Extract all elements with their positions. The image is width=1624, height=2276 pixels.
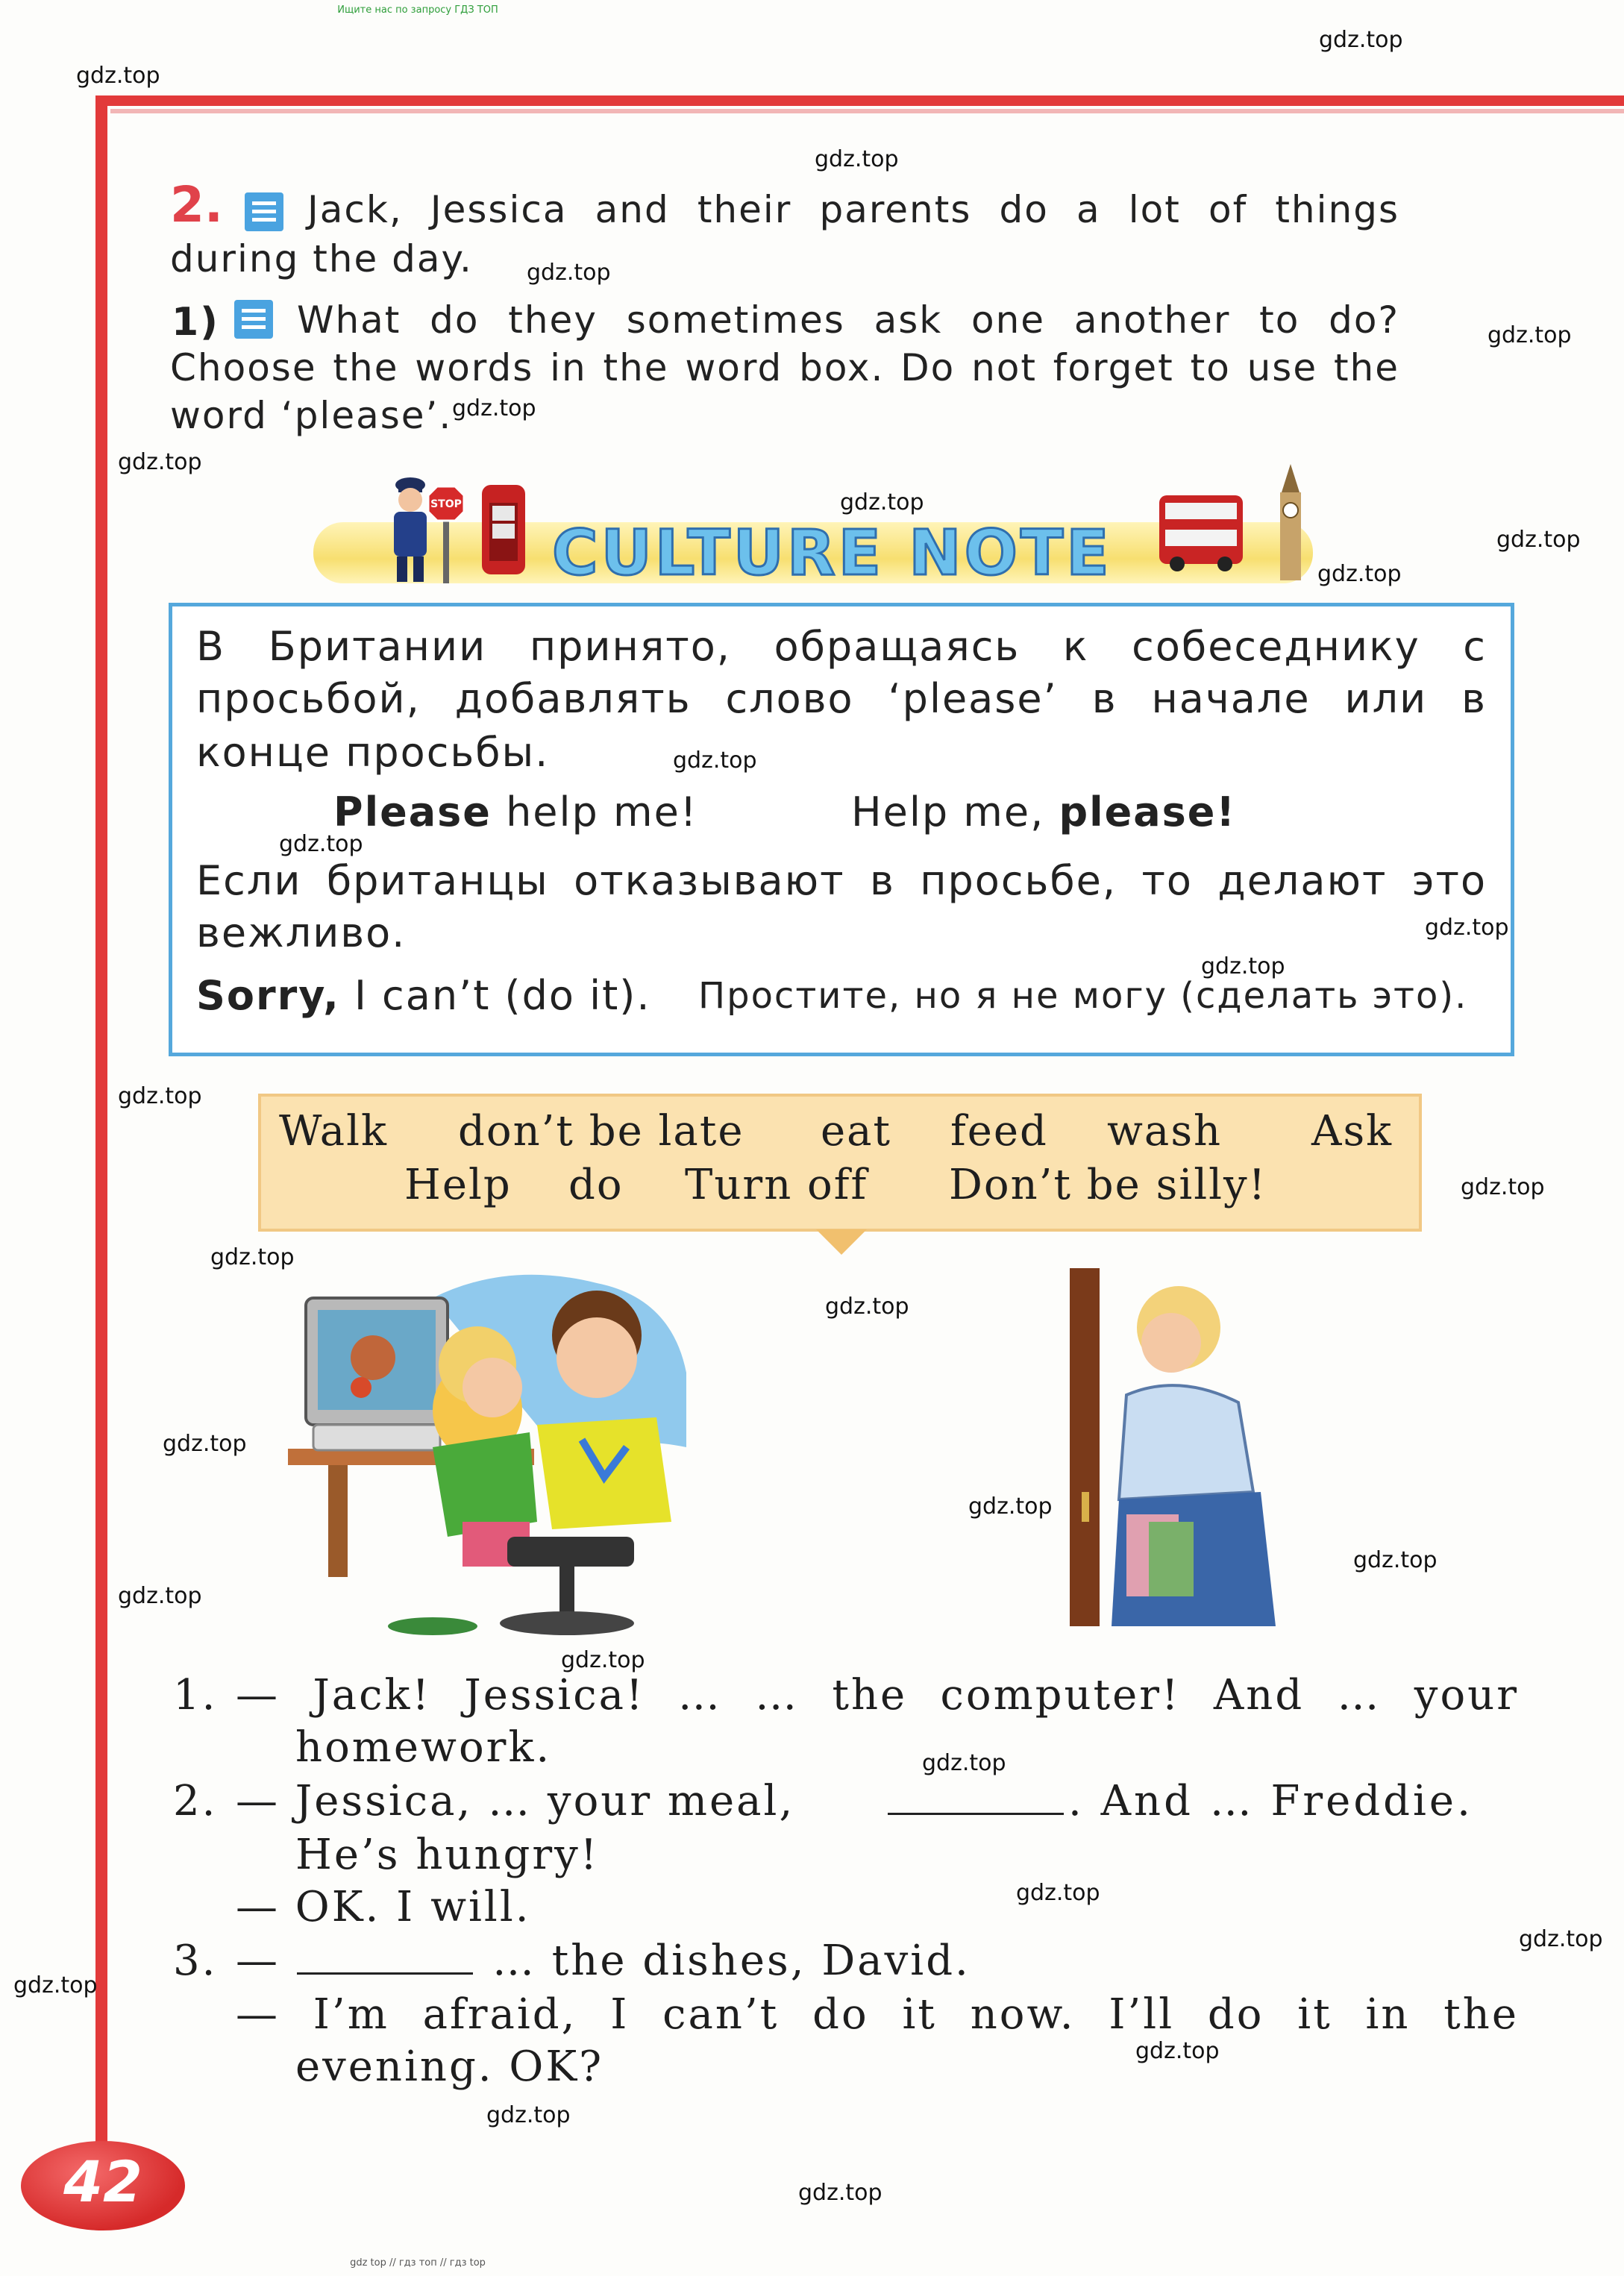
exercise-1-line1: — Jack! Jessica! … … the computer! And … your bbox=[236, 1671, 1519, 1719]
watermark: gdz.top bbox=[76, 63, 160, 89]
culture-note-line2: просьбой, добавлять слово ‘please’ в начале или в bbox=[196, 675, 1487, 722]
example-please-last-rest: Help me, bbox=[851, 789, 1059, 836]
exercise-3-line2: — I’m afraid, I can’t do it now. I’ll do it in the bbox=[236, 1990, 1519, 2039]
word-box-item: eat bbox=[821, 1107, 892, 1156]
word-box-item: do bbox=[568, 1161, 624, 1209]
sorry-rest: I can’t (do it). bbox=[339, 972, 651, 1019]
task-text-line2: during the day. bbox=[170, 237, 473, 280]
example-please-first bbox=[333, 789, 697, 836]
word-box-pointer bbox=[816, 1229, 867, 1255]
watermark: gdz.top bbox=[527, 260, 611, 286]
watermark: gdz.top bbox=[118, 1583, 202, 1609]
phone-box-icon bbox=[477, 480, 530, 577]
watermark: gdz.top bbox=[1487, 322, 1572, 348]
culture-note-heading: CULTURE NOTE bbox=[552, 516, 1112, 589]
page-number: 42 bbox=[63, 2148, 142, 2215]
example-please-last bbox=[851, 789, 1236, 836]
watermark: gdz.top bbox=[840, 489, 924, 515]
watermark: gdz.top bbox=[452, 395, 536, 421]
big-ben-icon bbox=[1268, 463, 1313, 582]
word-box-item: Help bbox=[404, 1161, 512, 1209]
word-box-item: Ask bbox=[1311, 1107, 1393, 1156]
subtask-number: 1) bbox=[172, 300, 219, 345]
example-please-rest: help me! bbox=[491, 789, 698, 836]
example-please-bold: Please bbox=[333, 789, 492, 836]
culture-note-line4: Если британцы отказывают в просьбе, то делают это bbox=[196, 857, 1487, 904]
sorry-translation: Простите, но я не могу (сделать это). bbox=[698, 975, 1468, 1017]
word-box-item: wash bbox=[1107, 1107, 1223, 1156]
document-icon bbox=[234, 300, 273, 339]
watermark: gdz.top bbox=[968, 1493, 1053, 1520]
word-box bbox=[258, 1094, 1422, 1232]
watermark: gdz.top bbox=[1319, 27, 1403, 53]
exercise-2-number: 2. bbox=[173, 1777, 218, 1825]
watermark: gdz.top bbox=[118, 449, 202, 475]
double-decker-bus-icon bbox=[1156, 492, 1246, 574]
watermark: gdz.top bbox=[1201, 953, 1285, 979]
stop-sign-text: STOP bbox=[430, 498, 462, 510]
sorry-bold: Sorry, bbox=[196, 972, 340, 1019]
page-frame-top bbox=[97, 95, 1624, 106]
task-text-line1: Jack, Jessica and their parents do a lot of things bbox=[307, 188, 1399, 231]
watermark: gdz.top bbox=[486, 2102, 571, 2128]
watermark: gdz.top bbox=[163, 1431, 247, 1457]
exercise-2-line2: He’s hungry! bbox=[295, 1831, 600, 1879]
word-box-item: feed bbox=[950, 1107, 1048, 1156]
example-please-last-bold: please! bbox=[1059, 789, 1237, 836]
exercise-3-line1-start: — bbox=[236, 1937, 280, 1985]
word-box-item: Don’t be silly! bbox=[949, 1161, 1267, 1209]
watermark: gdz.top bbox=[210, 1244, 295, 1270]
word-box-item: Walk bbox=[279, 1107, 388, 1156]
watermark: gdz.top bbox=[1135, 2038, 1220, 2064]
watermark: gdz.top bbox=[1496, 527, 1581, 553]
watermark: gdz.top bbox=[1317, 561, 1402, 587]
culture-note-sorry bbox=[196, 972, 651, 1019]
culture-note-line5: вежливо. bbox=[196, 909, 407, 956]
watermark: gdz.top bbox=[1353, 1547, 1438, 1573]
exercise-1-line2: homework. bbox=[295, 1723, 552, 1772]
exercise-2-line1-end: . And … Freddie. bbox=[1068, 1777, 1473, 1825]
page-frame-shadow bbox=[110, 109, 1624, 113]
watermark: gdz.top bbox=[815, 146, 899, 172]
watermark: gdz.top bbox=[922, 1750, 1006, 1776]
bottom-footer-note: gdz top // гдз топ // гдз top bbox=[350, 2257, 486, 2269]
watermark: gdz.top bbox=[1425, 915, 1509, 941]
watermark: gdz.top bbox=[798, 2180, 882, 2206]
word-box-item: Turn off bbox=[685, 1161, 868, 1209]
answer-blank[interactable] bbox=[297, 1943, 473, 1975]
watermark: gdz.top bbox=[825, 1294, 909, 1320]
watermark: gdz.top bbox=[673, 747, 757, 774]
exercise-3-number: 3. bbox=[173, 1937, 218, 1985]
culture-note-box bbox=[169, 603, 1514, 1056]
subtask-line3: word ‘please’. bbox=[170, 394, 453, 437]
page-frame-left bbox=[95, 95, 107, 2177]
document-icon bbox=[245, 192, 283, 231]
exercise-3-line3: evening. OK? bbox=[295, 2043, 604, 2091]
culture-note-line1: В Британии принято, обращаясь к собеседнику с bbox=[196, 623, 1487, 670]
policeman-with-stop-sign-icon bbox=[380, 465, 492, 585]
watermark: gdz.top bbox=[279, 831, 363, 857]
exercise-1-number: 1. bbox=[173, 1671, 218, 1719]
watermark: gdz.top bbox=[1461, 1174, 1545, 1200]
watermark: gdz.top bbox=[118, 1083, 202, 1109]
word-box-item: don’t be late bbox=[458, 1107, 744, 1156]
exercise-3-line1-end: … the dishes, David. bbox=[492, 1937, 971, 1985]
culture-note-line3: конце просьбы. bbox=[196, 729, 550, 776]
top-search-note: Ищите нас по запросу ГДЗ ТОП bbox=[337, 4, 498, 16]
subtask-line1: What do they sometimes ask one another to do? bbox=[297, 298, 1399, 342]
mother-at-door-illustration bbox=[1059, 1268, 1283, 1626]
children-at-computer-illustration bbox=[283, 1253, 701, 1641]
exercise-2-line1-start: — Jessica, … your meal, bbox=[236, 1777, 795, 1825]
watermark: gdz.top bbox=[1519, 1926, 1603, 1952]
subtask-line2: Choose the words in the word box. Do not forget to use the bbox=[170, 346, 1399, 389]
exercise-2-line3: — OK. I will. bbox=[236, 1883, 531, 1931]
watermark: gdz.top bbox=[561, 1647, 645, 1673]
watermark: gdz.top bbox=[1016, 1880, 1100, 1906]
task-number: 2. bbox=[170, 176, 223, 233]
watermark: gdz.top bbox=[13, 1972, 98, 1998]
answer-blank[interactable] bbox=[888, 1783, 1064, 1815]
